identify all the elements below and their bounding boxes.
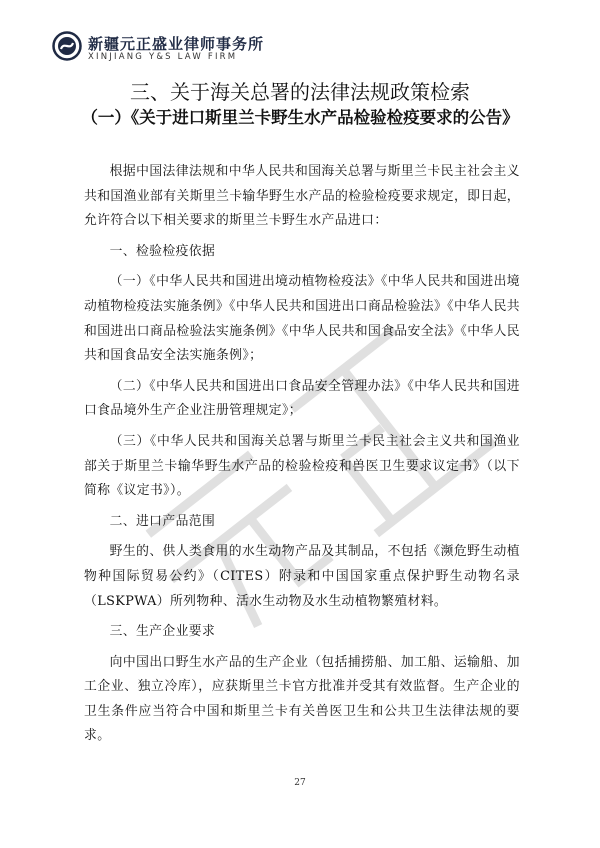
firm-name-en: XINJIANG Y&S LAW FIRM <box>88 52 238 62</box>
firm-name-cn: 新疆元正盛业律师事务所 <box>88 35 265 53</box>
section-heading-scope: 二、进口产品范围 <box>109 513 216 529</box>
basis-item-2: （二）《中华人民共和国进出口食品安全管理办法》《中华人民共和国进口食品境外生产企业注册管理规定》； <box>84 378 520 419</box>
document-body <box>84 160 520 749</box>
section-title: 三、关于海关总署的法律法规政策检索 <box>130 80 470 104</box>
document-subtitle: （一）《关于进口斯里兰卡野生水产品检验检疫要求的公告》 <box>81 108 519 127</box>
scope-paragraph: 野生的、供人类食用的水生动物产品及其制品，不包括《濒危野生动植物种国际贸易公约》（CITES）附录和中国国家重点保护野生动物名录（LSKPWA）所列物种、活水生动物及水生动植物繁殖材料。 <box>84 544 520 609</box>
basis-item-3: （三）《中华人民共和国海关总署与斯里兰卡民主社会主义共和国渔业部关于斯里兰卡输华野生水产品的检验检疫和兽医卫生要求议定书》（以下简称《议定书》）。 <box>84 433 520 499</box>
basis-item-1: （一）《中华人民共和国进出境动植物检疫法》《中华人民共和国进出境动植物检疫法实施条例》《中华人民共和国进出口商品检验法》《中华人民共和国进出口商品检验法实施条例》《中华人民共和国食品安全法》《中华人民共和国食品安全法实施条例》； <box>84 274 520 364</box>
firm-logo-icon <box>52 31 82 61</box>
section-heading-basis: 一、检验检疫依据 <box>109 243 216 259</box>
enterprise-paragraph: 向中国出口野生水产品的生产企业（包括捕捞船、加工船、运输船、加工企业、独立冷库），应获斯里兰卡官方批准并受其有效监督。生产企业的卫生条件应当符合中国和斯里兰卡有关兽医卫生和公共卫生法律法规的要求。 <box>84 654 520 744</box>
page-number: 27 <box>294 778 306 788</box>
letterhead <box>52 30 352 70</box>
intro-paragraph: 根据中国法律法规和中华人民共和国海关总署与斯里兰卡民主社会主义共和国渔业部有关斯里兰卡输华野生水产品的检验检疫要求规定，即日起，允许符合以下相关要求的斯里兰卡野生水产品进口： <box>84 164 520 229</box>
section-heading-enterprise: 三、生产企业要求 <box>109 624 216 640</box>
